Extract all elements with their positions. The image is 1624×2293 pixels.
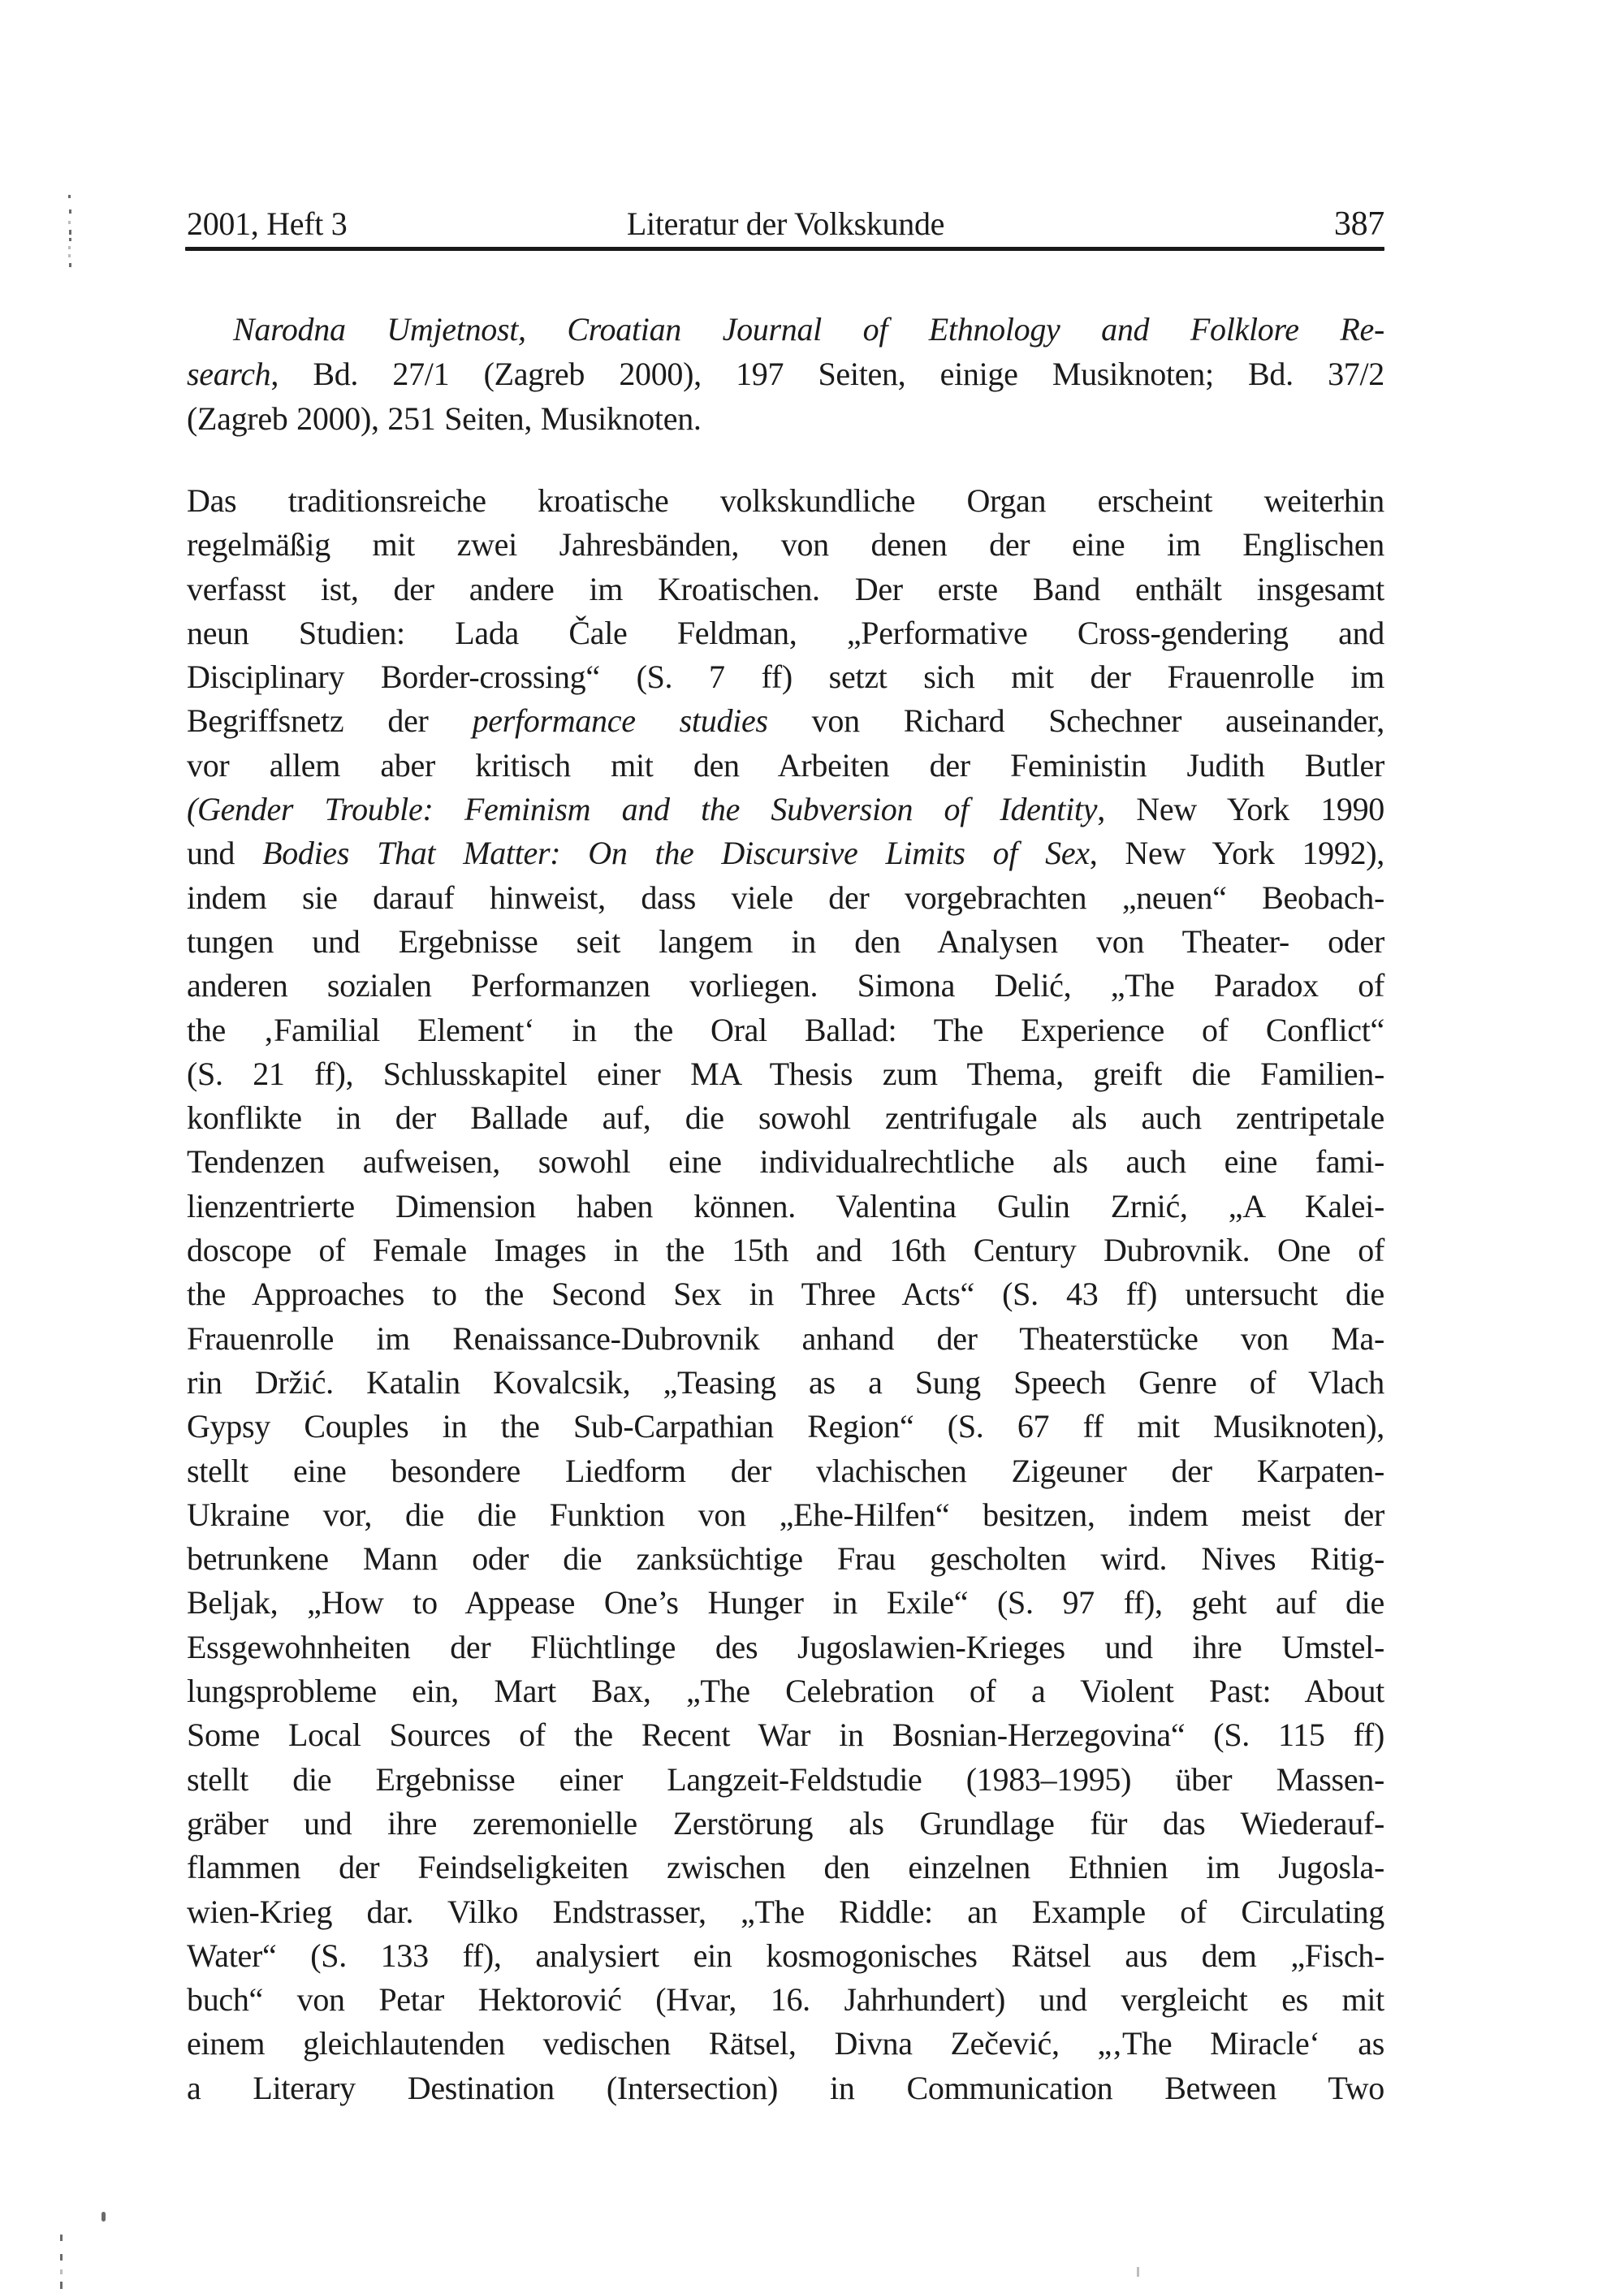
text-line xyxy=(187,1317,1384,1361)
text-line xyxy=(187,1229,1384,1272)
review-paragraph xyxy=(187,479,1384,2110)
text-line xyxy=(187,1537,1384,1581)
text-segment: von Richard Schechner auseinander, xyxy=(767,702,1384,740)
scan-artifact-speck xyxy=(1137,2267,1139,2277)
text-segment: und xyxy=(187,835,263,872)
scan-artifact-speck xyxy=(102,2212,106,2222)
text-segment: stellt die Ergebnisse einer Langzeit-Feldstudie (1983–1995) über Massen- xyxy=(187,1760,1384,1798)
header-issue: 2001, Heft 3 xyxy=(187,205,348,242)
text-segment: anderen sozialen Performanzen vorliegen. Simona Delić, „The Paradox of xyxy=(187,967,1384,1004)
text-segment: Essgewohnheiten der Flüchtlinge des Jugoslawien-Krieges und ihre Umstel- xyxy=(187,1628,1384,1665)
text-segment: vor allem aber kritisch mit den Arbeiten der Feministin Judith Butler xyxy=(187,746,1384,784)
text-line xyxy=(187,1581,1384,1625)
text-line xyxy=(187,964,1384,1008)
text-segment: lienzentrierte Dimension haben können. Valentina Gulin Zrnić, „A Kalei- xyxy=(187,1187,1384,1224)
text-segment: buch“ von Petar Hektorović (Hvar, 16. Jahrhundert) und vergleicht es mit xyxy=(187,1981,1384,2019)
page-header xyxy=(187,206,1384,242)
text-segment: doscope of Female Images in the 15th and 16th Century Dubrovnik. One of xyxy=(187,1232,1384,1269)
text-segment: wien-Krieg dar. Vilko Endstrasser, „The Riddle: an Example of Circulating xyxy=(187,1893,1384,1930)
text-line xyxy=(187,876,1384,920)
text-segment: lungsprobleme ein, Mart Bax, „The Celebration of a Violent Past: About xyxy=(187,1673,1384,1710)
text-segment: einem gleichlautenden vedischen Rätsel, Divna Zečević, „‚The Miracle‘ as xyxy=(187,2025,1384,2062)
italic-text-segment: Bodies That Matter: On the Discursive Limits of Sex xyxy=(262,835,1090,872)
text-line xyxy=(187,2066,1384,2110)
text-line xyxy=(187,1185,1384,1229)
text-segment: flammen der Feindseligkeiten zwischen den einzelnen Ethnien im Jugosla- xyxy=(187,1849,1384,1886)
text-line xyxy=(187,611,1384,655)
text-line xyxy=(187,655,1384,699)
text-line xyxy=(187,1802,1384,1846)
text-line xyxy=(187,831,1384,875)
text-segment: , New York 1992), xyxy=(1089,835,1384,872)
italic-text-segment: Narodna Umjetnost, Croatian Journal of Ethnology and Folklore Re- xyxy=(233,311,1384,348)
italic-text-segment: (Gender Trouble: Feminism and the Subversion of Identity xyxy=(187,791,1098,828)
text-line xyxy=(187,568,1384,611)
text-line xyxy=(187,396,1384,441)
text-segment: Some Local Sources of the Recent War in Bosnian-Herzegovina“ (S. 115 ff) xyxy=(187,1717,1384,1754)
text-segment: , Bd. 27/1 (Zagreb 2000), 197 Seiten, einige Musiknoten; Bd. 37/2 xyxy=(270,356,1384,392)
text-segment: the ‚Familial Element‘ in the Oral Ballad: The Experience of Conflict“ xyxy=(187,1011,1384,1048)
text-line xyxy=(187,307,1384,352)
text-segment: (Zagreb 2000), 251 Seiten, Musiknoten. xyxy=(187,400,702,437)
text-line xyxy=(187,1140,1384,1184)
text-line xyxy=(187,744,1384,788)
citation-paragraph xyxy=(187,307,1384,441)
text-line xyxy=(187,523,1384,567)
text-segment: Beljak, „How to Appease One’s Hunger in Exile“ (S. 97 ff), geht auf die xyxy=(187,1584,1384,1622)
text-line xyxy=(187,1405,1384,1449)
text-segment: gräber und ihre zeremonielle Zerstörung als Grundlage für das Wiederauf- xyxy=(187,1804,1384,1842)
text-segment: Ukraine vor, die die Funktion von „Ehe-Hilfen“ besitzen, indem meist der xyxy=(187,1496,1384,1533)
text-line xyxy=(187,788,1384,831)
text-line xyxy=(187,699,1384,743)
text-line xyxy=(187,2022,1384,2066)
text-segment: konflikte in der Ballade auf, die sowohl zentrifugale als auch zentripetale xyxy=(187,1099,1384,1137)
text-segment: Frauenrolle im Renaissance-Dubrovnik anhand der Theaterstücke von Ma- xyxy=(187,1319,1384,1357)
text-line xyxy=(187,1890,1384,1934)
text-line xyxy=(187,1758,1384,1802)
header-rule xyxy=(185,247,1384,251)
text-segment: Water“ (S. 133 ff), analysiert ein kosmogonisches Rätsel aus dem „Fisch- xyxy=(187,1937,1384,1974)
text-line xyxy=(187,1493,1384,1537)
text-line xyxy=(187,1846,1384,1889)
text-segment: neun Studien: Lada Čale Feldman, „Performative Cross-gendering and xyxy=(187,614,1384,651)
text-segment: rin Držić. Katalin Kovalcsik, „Teasing as a Sung Speech Genre of Vlach xyxy=(187,1363,1384,1401)
text-segment: Begriffsnetz der xyxy=(187,702,473,740)
text-line xyxy=(187,1008,1384,1052)
text-segment: tungen und Ergebnisse seit langem in den Analysen von Theater- oder xyxy=(187,922,1384,960)
text-line xyxy=(187,1934,1384,1978)
text-segment: Gypsy Couples in the Sub-Carpathian Region“ (S. 67 ff mit Musiknoten), xyxy=(187,1408,1384,1445)
text-line xyxy=(187,1052,1384,1096)
text-line xyxy=(187,1713,1384,1757)
text-segment: the Approaches to the Second Sex in Three Acts“ (S. 43 ff) untersucht die xyxy=(187,1276,1384,1313)
text-segment: Disciplinary Border-crossing“ (S. 7 ff) setzt sich mit der Frauenrolle im xyxy=(187,659,1384,696)
text-segment: regelmäßig mit zwei Jahresbänden, von denen der eine im Englischen xyxy=(187,526,1384,564)
text-line xyxy=(187,352,1384,396)
text-line xyxy=(187,1096,1384,1140)
text-line xyxy=(187,1626,1384,1669)
italic-text-segment: search xyxy=(187,356,271,392)
text-line xyxy=(187,1669,1384,1713)
text-segment: Tendenzen aufweisen, sowohl eine individualrechtliche als auch eine fami- xyxy=(187,1143,1384,1181)
text-segment: Das traditionsreiche kroatische volkskundliche Organ erscheint weiterhin xyxy=(187,482,1384,519)
text-segment: (S. 21 ff), Schlusskapitel einer MA Thesis zum Thema, greift die Familien- xyxy=(187,1055,1384,1092)
text-segment: a Literary Destination (Intersection) in Communication Between Two xyxy=(187,2069,1384,2106)
text-segment: betrunkene Mann oder die zanksüchtige Frau gescholten wird. Nives Ritig- xyxy=(187,1540,1384,1578)
text-line xyxy=(187,1449,1384,1493)
header-page-number: 387 xyxy=(1333,205,1384,243)
header-journal-title: Literatur der Volkskunde xyxy=(626,205,945,242)
text-line xyxy=(187,1361,1384,1405)
text-line xyxy=(187,1978,1384,2022)
italic-text-segment: performance studies xyxy=(472,702,768,740)
text-segment: indem sie darauf hinweist, dass viele der vorgebrachten „neuen“ Beobach- xyxy=(187,879,1384,916)
text-segment: , New York 1990 xyxy=(1097,791,1385,828)
text-line xyxy=(187,479,1384,523)
text-line xyxy=(187,920,1384,964)
text-segment: stellt eine besondere Liedform der vlachischen Zigeuner der Karpaten- xyxy=(187,1452,1384,1489)
text-segment: verfasst ist, der andere im Kroatischen. Der erste Band enthält insgesamt xyxy=(187,570,1384,607)
text-line xyxy=(187,1272,1384,1316)
